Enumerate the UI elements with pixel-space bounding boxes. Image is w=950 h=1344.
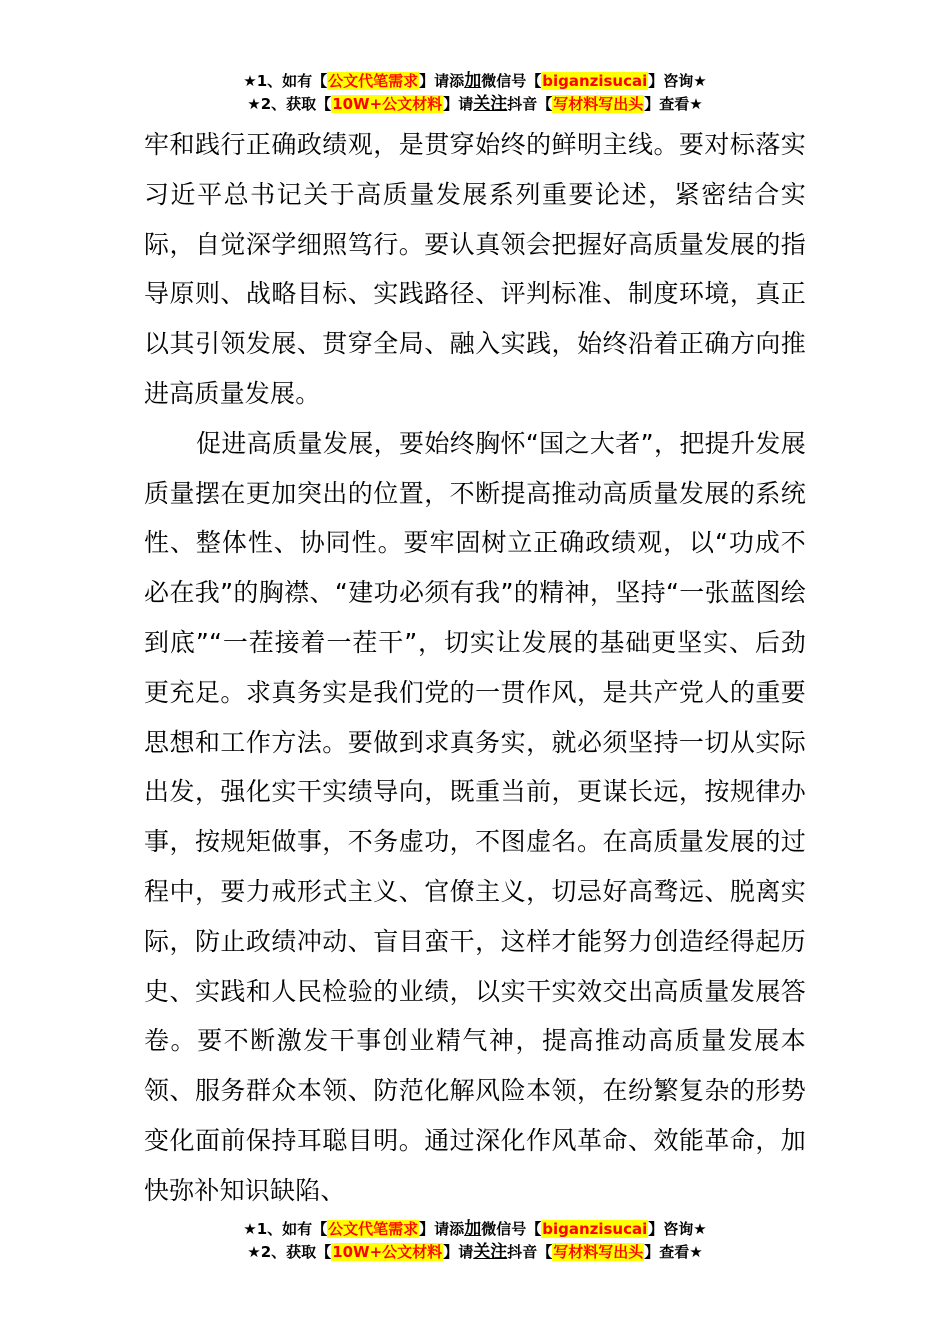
banner-text: ★1、如有【: [243, 72, 328, 90]
banner-text: 】请: [443, 95, 474, 113]
highlight-materials: 10W+公文材料: [332, 95, 443, 113]
banner-text: 】咨询★: [648, 72, 707, 90]
banner-text: 微信号【: [481, 72, 542, 90]
highlight-materials: 10W+公文材料: [332, 1243, 443, 1261]
banner-text: 抖音【: [507, 95, 553, 113]
banner-line-1: [0, 1218, 950, 1241]
banner-text: 】请添: [419, 1220, 465, 1238]
header-banner: [0, 70, 950, 116]
highlight-wechat-id: biganzisucai: [542, 72, 648, 90]
emphasis-text: 加: [464, 71, 482, 91]
banner-text: 】请: [443, 1243, 474, 1261]
banner-text: ★2、获取【: [247, 1243, 332, 1261]
banner-text: 微信号【: [481, 1220, 542, 1238]
highlight-wechat-id: biganzisucai: [542, 1220, 648, 1238]
footer-banner: [0, 1218, 950, 1264]
banner-text: ★2、获取【: [247, 95, 332, 113]
body-paragraph-continued: 牢和践行正确政绩观，是贯穿始终的鲜明主线。要对标落实习近平总书记关于高质量发展系列重要论述，紧密结合实际，自觉深学细照笃行。要认真领会把握好高质量发展的指导原则、战略目标、实践路径、评判标准、制度环境，真正以其引领发展、贯穿全局、融入实践，始终沿着正确方向推进高质量发展。: [144, 130, 806, 408]
banner-text: 抖音【: [507, 1243, 553, 1261]
banner-line-1: [0, 70, 950, 93]
emphasis-text: 关注: [473, 94, 508, 114]
emphasis-text: 加: [464, 1219, 482, 1239]
highlight-douyin-account: 写材料写出头: [553, 1243, 644, 1261]
banner-text: 】查看★: [644, 95, 703, 113]
banner-line-2: [0, 1241, 950, 1264]
banner-text: 】咨询★: [648, 1220, 707, 1238]
body-paragraph: 促进高质量发展，要始终胸怀“国之大者”，把提升发展质量摆在更加突出的位置，不断提高推动高质量发展的系统性、整体性、协同性。要牢固树立正确政绩观，以“功成不必在我”的胸襟、“建功必须有我”的精神，坚持“一张蓝图绘到底”“一茬接着一茬干”，切实让发展的基础更坚实、后劲更充足。求真务实是我们党的一贯作风，是共产党人的重要思想和工作方法。要做到求真务实，就必须坚持一切从实际出发，强化实干实绩导向，既重当前，更谋长远，按规律办事，按规矩做事，不务虚功，不图虚名。在高质量发展的过程中，要力戒形式主义、官僚主义，切忌好高骛远、脱离实际，防止政绩冲动、盲目蛮干，这样才能努力创造经得起历史、实践和人民检验的业绩，以实干实效交出高质量发展答卷。要不断激发干事创业精气神，提高推动高质量发展本领、服务群众本领、防范化解风险本领，在纷繁复杂的形势变化面前保持耳聪目明。通过深化作风革命、效能革命，加快弥补知识缺陷、: [144, 428, 806, 1205]
banner-text: 】请添: [419, 72, 465, 90]
highlight-service: 公文代笔需求: [328, 1220, 419, 1238]
document-body: [144, 120, 806, 1216]
emphasis-text: 关注: [473, 1242, 508, 1262]
highlight-douyin-account: 写材料写出头: [553, 95, 644, 113]
banner-text: 】查看★: [644, 1243, 703, 1261]
banner-line-2: [0, 93, 950, 116]
banner-text: ★1、如有【: [243, 1220, 328, 1238]
highlight-service: 公文代笔需求: [328, 72, 419, 90]
